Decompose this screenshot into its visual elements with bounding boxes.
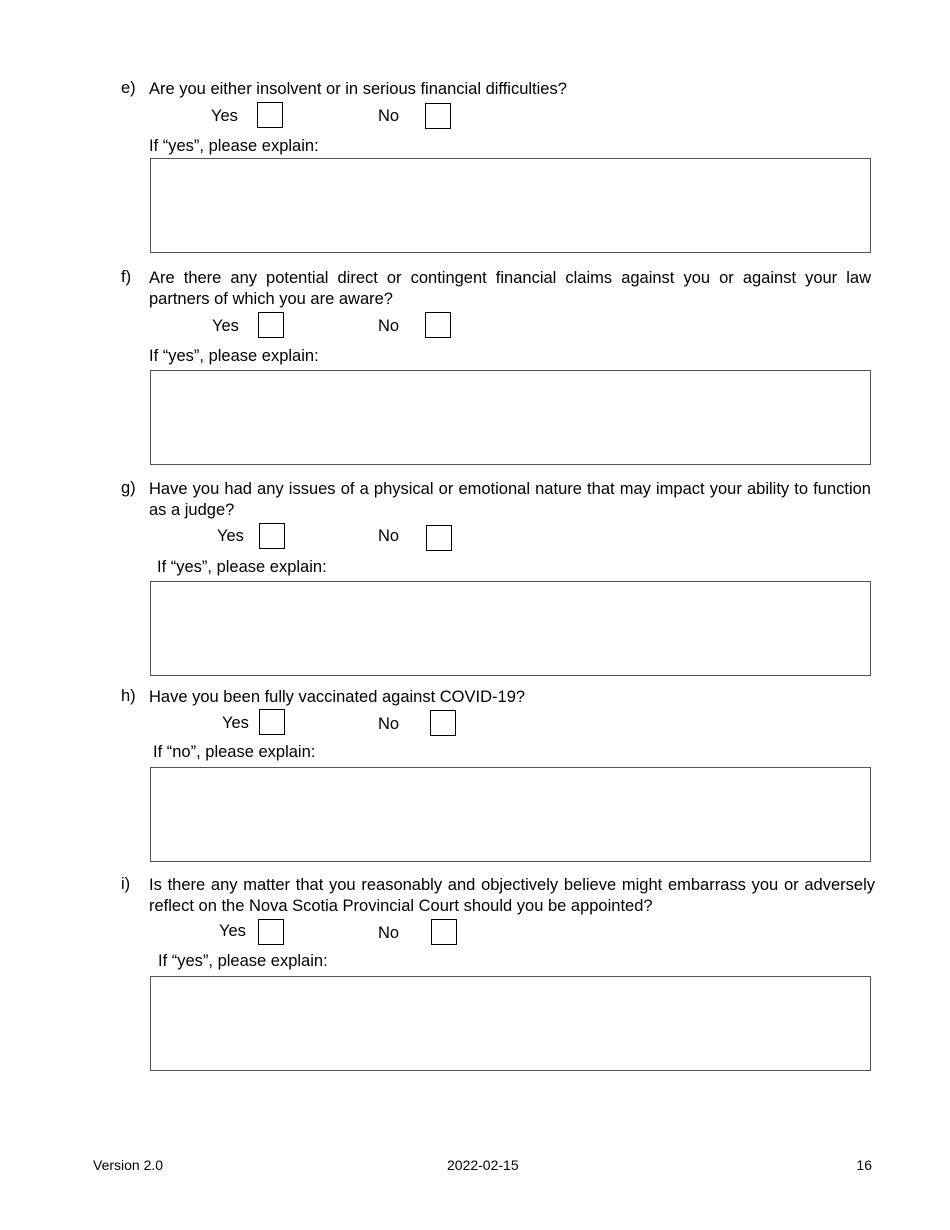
explain-textbox[interactable] [150,158,871,253]
question-text: Is there any matter that you reasonably and objectively believe might embarrass you or adversely reflect on the Nova Scotia Provincial Court should you be appointed? [149,876,875,915]
no-label: No [378,527,400,545]
footer-page-number: 16 [856,1157,872,1173]
question-letter: h) [121,687,136,705]
no-label: No [378,107,400,125]
explain-textbox[interactable] [150,370,871,465]
explain-label: If “yes”, please explain: [149,137,319,155]
no-label: No [378,715,400,733]
yes-checkbox[interactable] [257,102,283,128]
no-checkbox[interactable] [425,312,451,338]
question-letter: f) [121,268,132,286]
question-letter: e) [121,79,136,97]
explain-textbox[interactable] [150,976,871,1071]
yes-checkbox[interactable] [258,919,284,945]
question-text: Have you had any issues of a physical or emotional nature that may impact your ability to function as a judge? [149,480,871,519]
yes-label: Yes [222,714,249,732]
yes-label: Yes [212,317,239,335]
explain-label: If “yes”, please explain: [157,558,327,576]
no-checkbox[interactable] [425,103,451,129]
explain-label: If “no”, please explain: [153,743,316,761]
yes-checkbox[interactable] [259,523,285,549]
explain-textbox[interactable] [150,581,871,676]
no-checkbox[interactable] [430,710,456,736]
no-label: No [378,317,400,335]
footer-date: 2022-02-15 [447,1157,519,1173]
no-checkbox[interactable] [426,525,452,551]
yes-checkbox[interactable] [259,709,285,735]
explain-textbox[interactable] [150,767,871,862]
footer-version: Version 2.0 [93,1157,164,1173]
question-text: Are you either insolvent or in serious financial difficulties? [149,80,567,98]
question-letter: i) [121,875,131,893]
no-label: No [378,924,400,942]
yes-label: Yes [217,527,244,545]
yes-label: Yes [219,922,246,940]
yes-label: Yes [211,107,238,125]
no-checkbox[interactable] [431,919,457,945]
yes-checkbox[interactable] [258,312,284,338]
explain-label: If “yes”, please explain: [149,347,319,365]
question-letter: g) [121,479,136,497]
question-text: Have you been fully vaccinated against COVID-19? [149,688,526,706]
question-text: Are there any potential direct or contingent financial claims against you or against your law partners of which you are aware? [149,269,871,308]
explain-label: If “yes”, please explain: [158,952,328,970]
